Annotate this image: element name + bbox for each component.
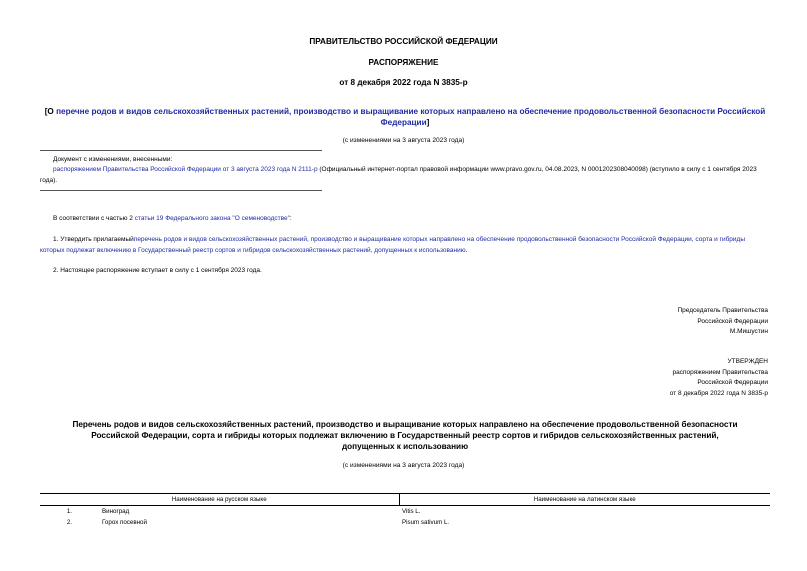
list-title-line-3: допущенных к использованию xyxy=(341,442,469,451)
item-1 xyxy=(40,235,770,256)
row-number: 1. xyxy=(66,508,72,515)
amending-order-link[interactable]: распоряжением Правительства Российской Федерации от 3 августа 2023 года N 2111-р xyxy=(53,166,318,173)
list-changes-note: (с изменениями на 3 августа 2023 года) xyxy=(342,462,465,469)
basis-prefix: В соответствии с частью 2 xyxy=(53,215,135,222)
table-row xyxy=(40,506,770,518)
government-title: ПРАВИТЕЛЬСТВО РОССИЙСКОЙ ФЕДЕРАЦИИ xyxy=(309,37,498,46)
table-header-row xyxy=(40,494,770,506)
law-article-link[interactable]: статьи 19 Федерального закона "О семеноводстве" xyxy=(134,215,290,222)
row-latin-name: Pisum sativum L. xyxy=(402,519,450,526)
divider-bottom xyxy=(40,190,322,191)
document-type: РАСПОРЯЖЕНИЕ xyxy=(368,58,439,67)
title-open-bracket: [О xyxy=(44,107,57,116)
list-title xyxy=(30,419,780,452)
header-changes-note: (с изменениями на 3 августа 2023 года) xyxy=(342,137,465,144)
column-header-russian: Наименование на русском языке xyxy=(40,494,399,506)
approval-line-3: Российской Федерации xyxy=(697,379,768,386)
document-date: от 8 декабря 2022 года N 3835-р xyxy=(339,78,468,87)
table-row xyxy=(40,517,770,528)
signature-position: Председатель Правительства xyxy=(677,307,768,314)
approval-line-2: распоряжением Правительства xyxy=(672,368,768,376)
item-2: 2. Настоящее распоряжение вступает в силу с 1 сентября 2023 года. xyxy=(53,267,262,274)
row-latin-name: Vitis L. xyxy=(402,508,421,515)
approval-date: от 8 декабря 2022 года N 3835-р xyxy=(669,389,768,397)
basis-suffix: : xyxy=(289,215,292,222)
item-1-suffix: . xyxy=(465,246,468,254)
plants-table xyxy=(40,493,770,528)
approval-title: УТВЕРЖДЕН xyxy=(727,358,768,365)
list-title-line-1: Перечень родов и видов сельскохозяйственных растений, производство и выращивание которых направлено на обеспечение продовольственной безопасности xyxy=(72,420,738,429)
title-close-bracket: ] xyxy=(426,118,430,127)
signature-block xyxy=(677,306,768,338)
document-title xyxy=(40,106,770,128)
changes-intro: Документ с изменениями, внесенными: xyxy=(53,156,173,163)
changes-tail: (Официальный интернет-портал правовой информации www.pravo.gov.ru, 04.08.2023, N 0001202308040098) (вступило в силу с 1 сентября 2023 года). xyxy=(40,166,757,184)
list-title-line-2: Российской Федерации, сорта и гибриды которых подлежат включению в Государственный реестр сортов и гибридов сельскохозяйственных растений, xyxy=(91,431,719,440)
item-1-prefix: 1. Утвердить прилагаемый xyxy=(53,236,134,243)
document-title-link[interactable]: перечне родов и видов сельскохозяйственных растений, производство и выращивание которых направлено на обеспечение продовольственной безопасности Российской Федерации xyxy=(56,107,766,127)
approval-block xyxy=(670,357,768,399)
signature-name: М.Мишустин xyxy=(729,328,768,335)
row-russian-name: Виноград xyxy=(102,508,130,515)
legal-basis xyxy=(53,214,292,225)
divider-top xyxy=(40,150,322,151)
signature-org: Российской Федерации xyxy=(697,317,768,325)
row-russian-name: Горох посевной xyxy=(102,519,147,526)
approved-list-link[interactable]: перечень родов и видов сельскохозяйственных растений, производство и выращивание которых направлено на обеспечение продовольственной безопасности Российской Федерации, сорта и гибриды которых подлежат включению в Государственный реестр сортов и гибридов сельскохозяйственных растений, допущенных к использованию xyxy=(40,236,746,254)
changes-text xyxy=(40,165,770,186)
row-number: 2. xyxy=(66,519,72,526)
column-header-latin: Наименование на латинском языке xyxy=(399,494,770,506)
